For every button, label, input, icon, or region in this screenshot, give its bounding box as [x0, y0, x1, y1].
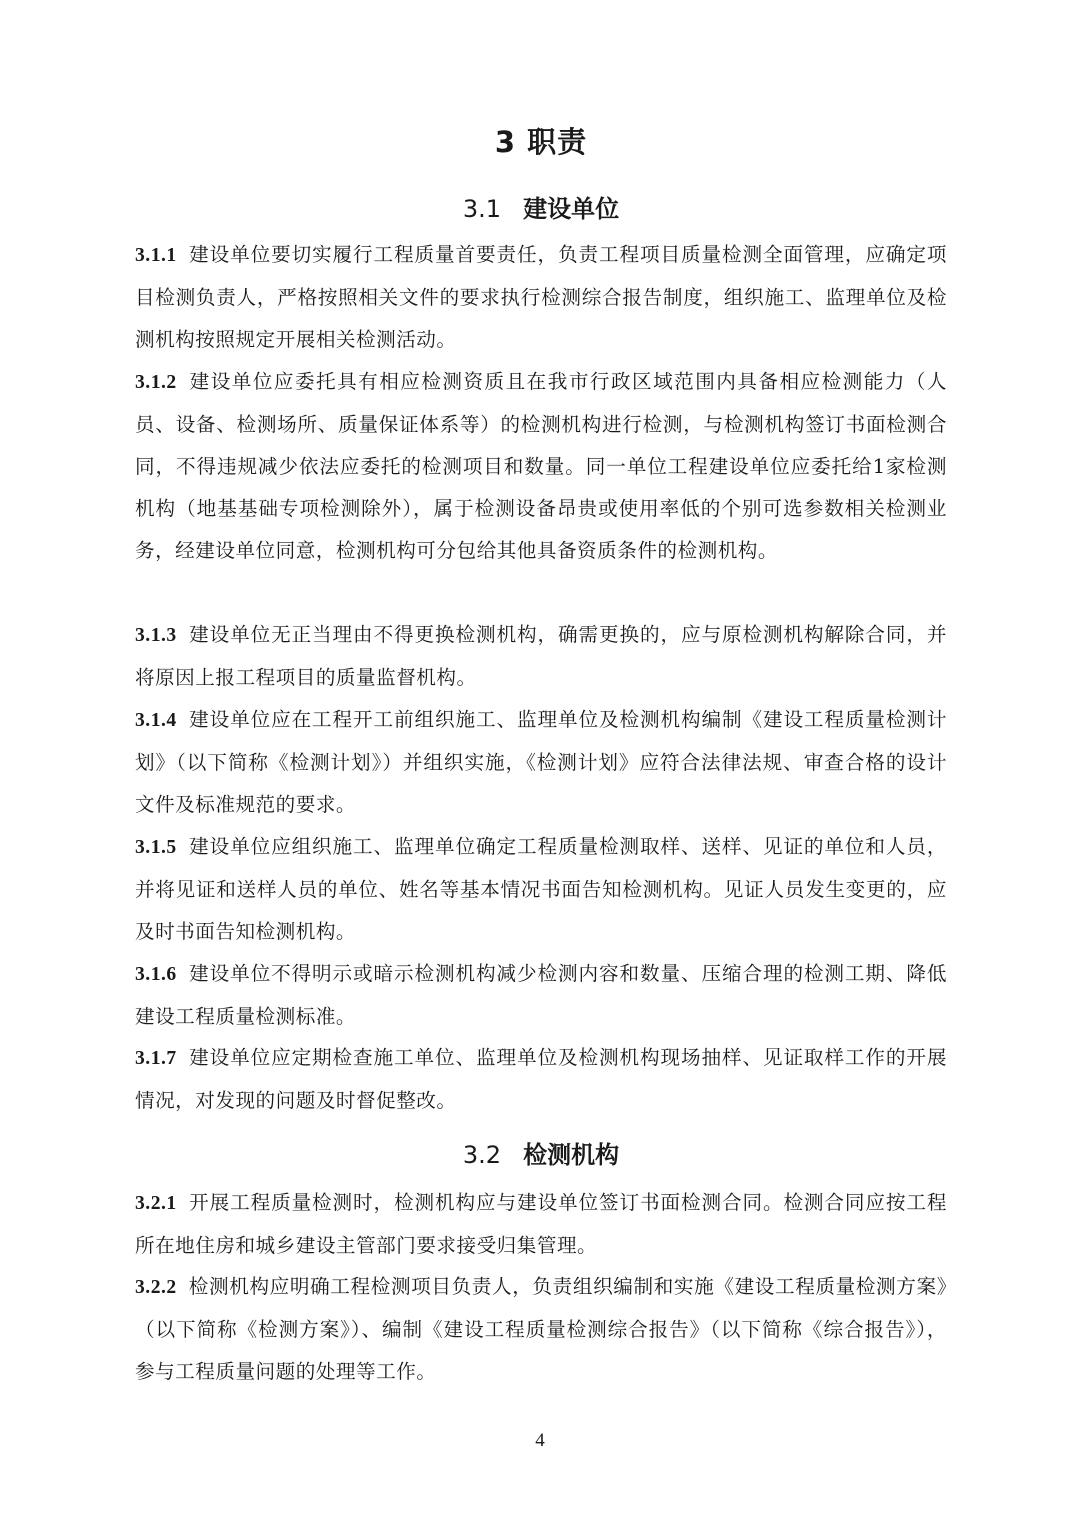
clause-text: 建设单位应定期检查施工单位、监理单位及检测机构现场抽样、见证取样工作的开展情况，对发现的问题及时督促整改。 — [135, 1046, 947, 1112]
section-title-3-2 — [135, 1138, 947, 1172]
clause-text: 检测机构应明确工程检测项目负责人，负责组织编制和实施《建设工程质量检测方案》（以下简称《检测方案》）、编制《建设工程质量检测综合报告》（以下简称《综合报告》），参与工程质量问题的处理等工作。 — [135, 1275, 947, 1383]
clause-3-1-7 — [135, 1037, 947, 1122]
clause-number: 3.1.6 — [135, 964, 177, 985]
clause-number: 3.1.5 — [135, 837, 177, 858]
clause-3-1-2 — [135, 361, 947, 572]
clause-number: 3.2.1 — [135, 1193, 177, 1214]
clause-3-2-1 — [135, 1182, 947, 1267]
clause-number: 3.1.7 — [135, 1048, 177, 1069]
clause-number: 3.1.1 — [135, 245, 177, 266]
clause-number: 3.2.2 — [135, 1277, 177, 1298]
clause-number: 3.1.4 — [135, 710, 177, 731]
clause-3-1-5 — [135, 826, 947, 953]
clause-text: 建设单位要切实履行工程质量首要责任，负责工程项目质量检测全面管理，应确定项目检测负责人，严格按照相关文件的要求执行检测综合报告制度，组织施工、监理单位及检测机构按照规定开展相关检测活动。 — [135, 243, 947, 351]
section-title-3-1 — [135, 192, 947, 226]
clause-3-2-2 — [135, 1266, 947, 1393]
clause-3-1-4 — [135, 699, 947, 826]
clause-text: 建设单位无正当理由不得更换检测机构，确需更换的，应与原检测机构解除合同，并将原因上报工程项目的质量监督机构。 — [135, 623, 947, 689]
clause-text: 建设单位不得明示或暗示检测机构减少检测内容和数量、压缩合理的检测工期、降低建设工程质量检测标准。 — [135, 962, 947, 1028]
page-number: 4 — [535, 1430, 545, 1451]
clause-3-1-3 — [135, 614, 947, 699]
chapter-title: 3 职责 — [494, 125, 588, 159]
section-heading: 检测机构 — [523, 1141, 620, 1169]
clause-number: 3.1.3 — [135, 625, 177, 646]
clause-3-1-6 — [135, 953, 947, 1038]
clause-text: 建设单位应在工程开工前组织施工、监理单位及检测机构编制《建设工程质量检测计划》（以下简称《检测计划》）并组织实施，《检测计划》应符合法律法规、审查合格的设计文件及标准规范的要求。 — [135, 708, 947, 816]
section-heading: 建设单位 — [523, 195, 620, 223]
clause-text: 开展工程质量检测时，检测机构应与建设单位签订书面检测合同。检测合同应按工程所在地住房和城乡建设主管部门要求接受归集管理。 — [135, 1191, 947, 1257]
clause-number: 3.1.2 — [135, 372, 177, 393]
clause-3-1-1 — [135, 234, 947, 361]
section-number: 3.1 — [462, 195, 502, 223]
section-number: 3.2 — [462, 1141, 502, 1169]
clause-text: 建设单位应组织施工、监理单位确定工程质量检测取样、送样、见证的单位和人员，并将见证和送样人员的单位、姓名等基本情况书面告知检测机构。见证人员发生变更的，应及时书面告知检测机构。 — [135, 835, 947, 943]
clause-text: 建设单位应委托具有相应检测资质且在我市行政区域范围内具备相应检测能力（人员、设备、检测场所、质量保证体系等）的检测机构进行检测，与检测机构签订书面检测合同，不得违规减少依法应委托的检测项目和数量。同一单位工程建设单位应委托给1家检测机构（地基基础专项检测除外），属于检测设备昂贵或使用率低的个别可选参数相关检测业务，经建设单位同意，检测机构可分包给其他具备资质条件的检测机构。 — [135, 370, 947, 562]
